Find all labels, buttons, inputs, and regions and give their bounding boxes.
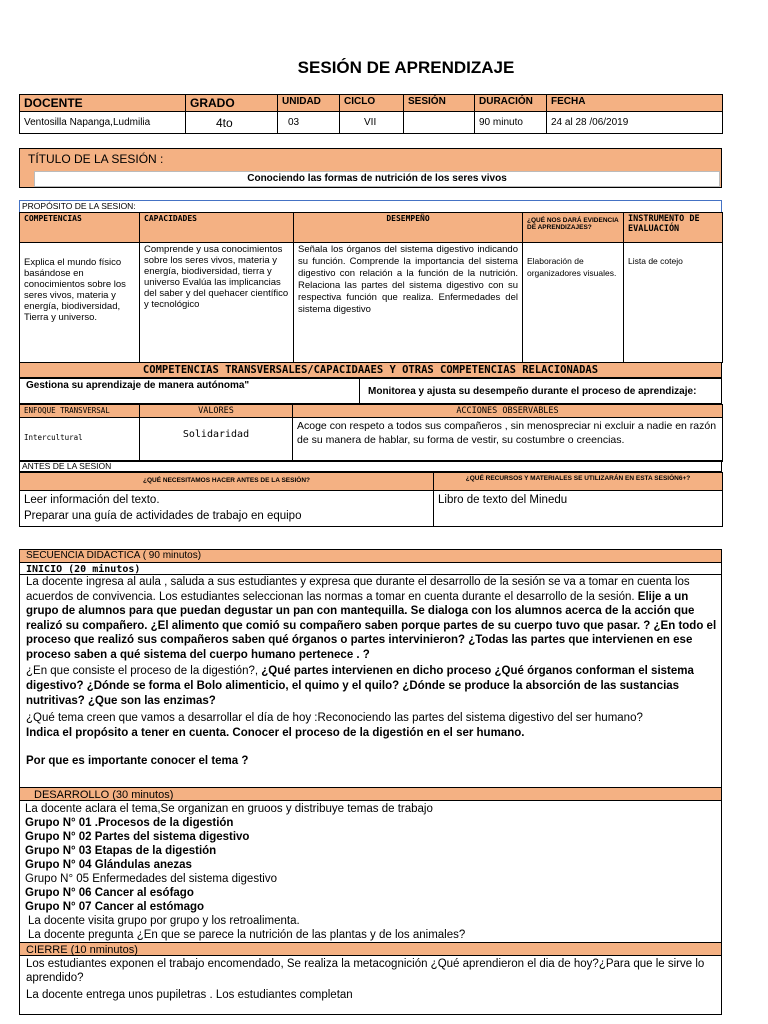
transversal-row: [19, 378, 722, 404]
grupo-03: Grupo N° 03 Etapas de la digestión: [25, 845, 217, 857]
header-value-sesion: [404, 112, 475, 134]
inicio-paragraph-1a: La docente ingresa al aula , saluda a sus estudiantes y expresa que durante el desarrollo de la sesión se va a tomar en cuenta los acuerdos de convivencia. Los estudiantes seleccionan las normas a tomar en cuenta durante el desarrollo de la sesión.: [26, 576, 690, 603]
purpose-header-instrumento: INSTRUMENTO DE EVALUACIÓN: [624, 213, 723, 243]
transversal-heading: COMPETENCIAS TRANSVERSALES/CAPACIDAAES Y OTRAS COMPETENCIAS RELACIONADAS: [142, 364, 599, 376]
purpose-header-competencias: COMPETENCIAS: [20, 213, 140, 243]
antes-question-2: ¿QUÉ RECURSOS Y MATERIALES SE UTILIZARÁN EN ESTA SESIÓN6+?: [434, 473, 723, 491]
header-label-ciclo: CICLO: [340, 95, 404, 112]
header-label-fecha: FECHA: [547, 95, 723, 112]
purpose-header-capacidades: CAPACIDADES: [140, 213, 294, 243]
grupo-02: Grupo N° 02 Partes del sistema digestivo: [25, 831, 250, 843]
purpose-header-desempeno: DESEMPEÑO: [294, 213, 523, 243]
inicio-paragraph-1b: Elije a un grupo de alumnos para que puedan degustar un pan con mantequilla. Se dialoga con los alumnos acerca de la acción que realizó su compañero. ¿El alimento que comió su compañero saben porque partes de su cuerpo tuvo que pasar. ? ¿En todo el proceso que realizó sus compañeros saben qué órganos o partes intervinieron? ¿Todas las partes que intervienen en ese proceso saben a qué sistema del cuerpo humano pertenece . ?: [26, 590, 717, 661]
enfoque-header-valores: VALORES: [140, 405, 293, 418]
transversal-right: Monitorea y ajusta su desempeño durante el proceso de aprendizaje:: [368, 386, 697, 397]
transversal-heading-box: [19, 362, 722, 378]
cierre-content: [26, 957, 718, 1002]
purpose-capacidades: Comprende y usa conocimientos sobre los seres vivos, materia y energía, biodiversidad, tierra y universo Evalúa las implicancias del saber y del quehacer científico y tecnológico: [140, 243, 294, 363]
page-title: SESIÓN DE APRENDIZAJE: [297, 58, 515, 77]
acciones-value: Acoge con respeto a todos sus compañeros , sin menospreciar ni excluir a nadie en razón de su manera de hablar, su forma de vestir, su costumbre o creencias.: [293, 418, 723, 462]
antes-answer-1-line-1: Leer información del texto.: [24, 494, 160, 506]
purpose-competencias: Explica el mundo físico basándose en conocimientos sobre los seres vivos, materia y energía, biodiversidad, Tierra y universo.: [20, 243, 140, 363]
header-value-docente: Ventosilla Napanga,Ludmilia: [20, 112, 186, 134]
inicio-content: [26, 575, 718, 768]
purpose-header-evidencia: ¿QUÉ NOS DARÁ EVIDENCIA DE APRENDIZAJES?: [523, 213, 624, 243]
session-title-value: Conociendo las formas de nutrición de los seres vivos: [34, 171, 720, 187]
purpose-table: [19, 212, 723, 363]
header-table: [19, 94, 723, 134]
enfoque-table: [19, 404, 723, 462]
antes-answer-2: Libro de texto del Minedu: [434, 491, 723, 527]
desarrollo-end-2: La docente pregunta ¿En que se parece la nutrición de las plantas y de los animales?: [28, 929, 466, 941]
session-title-box: [19, 148, 722, 188]
inicio-paragraph-2a: ¿En que consiste el proceso de la digestión?,: [26, 665, 259, 677]
inicio-label: INICIO (20 minutos): [20, 562, 721, 575]
header-value-fecha: 24 al 28 /06/2019: [547, 112, 723, 134]
transversal-left: Gestiona su aprendizaje de manera autónoma": [26, 380, 250, 391]
enfoque-header-acciones: ACCIONES OBSERVABLES: [293, 405, 723, 418]
enfoque-header-enfoque: ENFOQUE TRANSVERSAL: [20, 405, 140, 418]
header-label-docente: DOCENTE: [20, 95, 186, 112]
purpose-label: PROPÓSITO DE LA SESION:: [19, 200, 722, 212]
grupo-01: Grupo N° 01 .Procesos de la digestión: [25, 817, 234, 829]
grupo-06: Grupo N° 06 Cancer al esófago: [25, 887, 194, 899]
cierre-1: Los estudiantes exponen el trabajo encomendado, Se realiza la metacognición ¿Qué aprendieron el dia de hoy?¿Para que le sirve lo aprendido?: [26, 958, 705, 984]
purpose-instrumento: Lista de cotejo: [624, 243, 723, 363]
purpose-evidencia: Elaboración de organizadores visuales.: [523, 243, 624, 363]
purpose-desempeno: Señala los órganos del sistema digestivo indicando su función. Comprende la importancia del sistema digestivo con relación a la función de la nutrición. Relaciona las partes del sistema digestivo con su respectiva función que realiza. Enfermedades del sistema digestivo: [294, 243, 523, 363]
secuencia-label: SECUENCIA DIDÁCTICA ( 90 minutos): [20, 550, 721, 562]
grupo-07: Grupo N° 07 Cancer al estómago: [25, 901, 205, 913]
session-title-label: TÍTULO DE LA SESIÓN :: [28, 152, 164, 166]
inicio-paragraph-3: ¿Qué tema creen que vamos a desarrollar el día de hoy :Reconociendo las partes del sistema digestivo del ser humano?: [26, 712, 643, 724]
cierre-2: La docente entrega unos pupiletras . Los estudiantes completan: [26, 989, 353, 1001]
desarrollo-label: DESARROLLO (30 minutos): [20, 787, 721, 801]
enfoque-value: Intercultural: [20, 418, 140, 462]
header-value-ciclo: VII: [340, 112, 404, 134]
header-label-unidad: UNIDAD: [278, 95, 340, 112]
desarrollo-end-1: La docente visita grupo por grupo y los retroalimenta.: [28, 915, 300, 927]
valor-value: Solidaridad: [140, 418, 293, 462]
desarrollo-intro: La docente aclara el tema,Se organizan en gruoos y distribuye temas de trabajo: [25, 803, 433, 815]
inicio-paragraph-4: Indica el propósito a tener en cuenta. Conocer el proceso de la digestión en el ser humano.: [26, 727, 525, 739]
header-label-duracion: DURACIÓN: [475, 95, 547, 112]
grupo-05: Grupo N° 05 Enfermedades del sistema digestivo: [25, 873, 277, 885]
inicio-paragraph-5: Por que es importante conocer el tema ?: [26, 755, 249, 767]
desarrollo-content: [25, 802, 717, 942]
inicio-paragraph-2b: ¿Qué partes intervienen en dicho proceso ¿Qué órganos conforman el sistema digestivo? ¿Dónde se forma el Bolo alimenticio, el quimo y el quilo? ¿Dónde se produce la absorción de las sustancias nutritivas? ¿Que son las enzimas?: [26, 665, 694, 707]
header-value-unidad: 03: [278, 112, 340, 134]
antes-question-1: ¿QUÉ NECESITAMOS HACER ANTES DE LA SESIÓN?: [20, 473, 434, 491]
header-value-duracion: 90 minuto: [475, 112, 547, 134]
header-label-grado: GRADO: [186, 95, 278, 112]
antes-answer-1-line-2: Preparar una guía de actividades de trabajo en equipo: [24, 510, 302, 522]
antes-table: [19, 472, 723, 527]
antes-label: ANTES DE LA SESION: [19, 460, 722, 472]
grupo-04: Grupo N° 04 Glándulas anezas: [25, 859, 192, 871]
cierre-label: CIERRE (10 nminutos): [20, 942, 721, 956]
header-value-grado: 4to: [186, 112, 278, 134]
transversal-divider: [359, 379, 360, 404]
header-label-sesion: SESIÓN: [404, 95, 475, 112]
